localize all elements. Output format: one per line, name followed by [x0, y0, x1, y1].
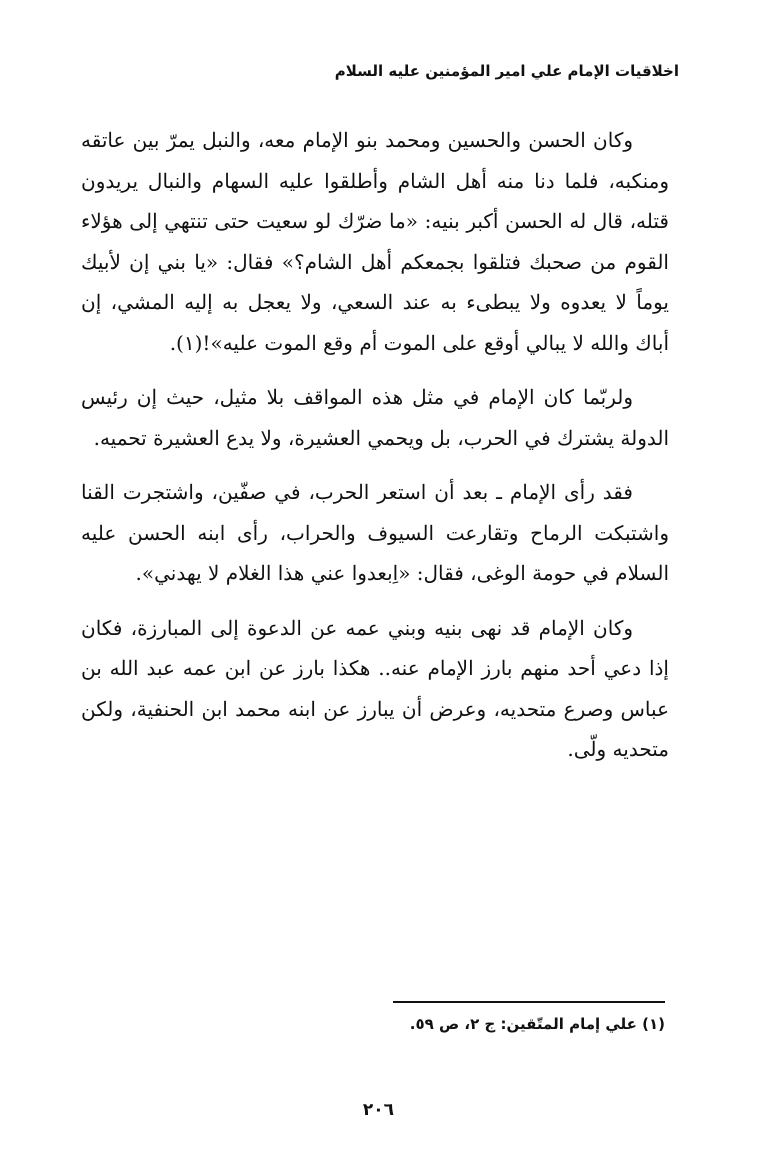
- paragraph: وكان الإمام قد نهى بنيه وبني عمه عن الدعوة إلى المبارزة، فكان إذا دعي أحد منهم بارز الإمام عنه.. هكذا بارز عن ابن عمه عبد الله بن عباس وصرع متحديه، وعرض أن يبارز عن ابنه محمد ابن الحنفية، ولكن متحديه ولّى.: [81, 615, 669, 761]
- paragraph: فقد رأى الإمام ـ بعد أن استعر الحرب، في صفّين، واشتجرت القنا واشتبكت الرماح وتقارعت السيوف والحراب، رأى ابنه الحسن عليه السلام في حومة الوغى، فقال: «اِبعدوا عني هذا الغلام لا يهدني».: [81, 480, 669, 585]
- paragraph: ولربّما كان الإمام في مثل هذه المواقف بلا مثيل، حيث إن رئيس الدولة يشترك في الحرب، بل ويحمي العشيرة، ولا يدع العشيرة تحميه.: [81, 385, 669, 450]
- running-header: اخلاقيات الإمام علي امير المؤمنين عليه السلام: [334, 62, 679, 80]
- footnote-separator: [393, 1001, 665, 1003]
- paragraph: وكان الحسن والحسين ومحمد بنو الإمام معه، والنبل يمرّ بين عاتقه ومنكبه، فلما دنا منه أهل الشام وأطلقوا عليه السهام والنبال يريدون قتله، قال له الحسن أكبر بنيه: «ما ضرّك لو سعيت حتى تنتهي إلى هؤلاء القوم من صحبك فتلقوا بجمعكم أهل الشام؟» فقال: «يا بني إن لأبيك يوماً لا يعدوه ولا يبطىء به عند السعي، ولا يعجل به إليه المشي، إن أباك والله لا يبالي أوقع على الموت أم وقع الموت عليه»!(١).: [81, 128, 669, 355]
- body-text: [81, 120, 669, 784]
- page-number: ٢٠٦: [362, 1100, 395, 1120]
- footnote: (١) علي إمام المتّقين: ج ٢، ص ٥٩.: [409, 1015, 665, 1033]
